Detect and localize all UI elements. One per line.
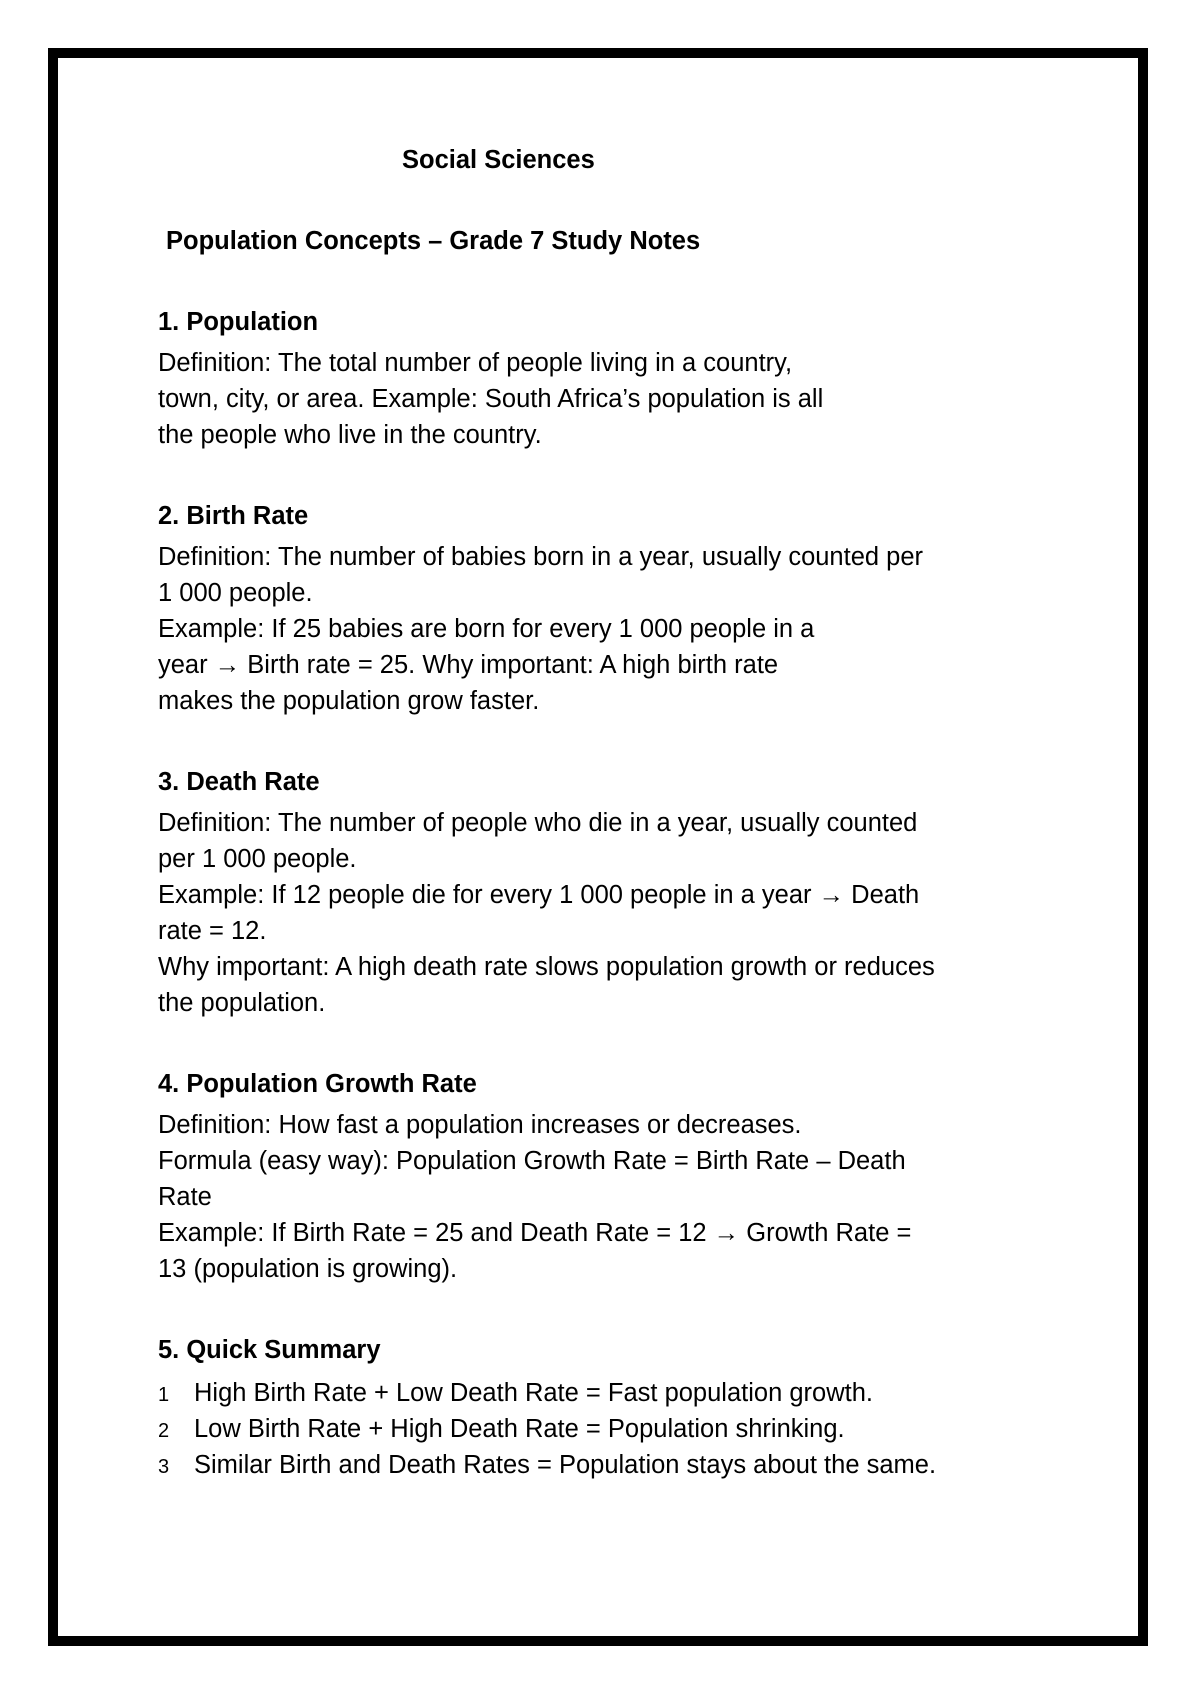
text-line: makes the population grow faster. xyxy=(158,687,540,715)
list-item-text: Low Birth Rate + High Death Rate = Population shrinking. xyxy=(194,1415,845,1443)
section-heading: 3. Death Rate xyxy=(158,768,320,796)
text-line: town, city, or area. Example: South Africa’s population is all xyxy=(158,385,824,413)
section-quick-summary xyxy=(158,1332,1038,1483)
text-line: Rate xyxy=(158,1183,212,1211)
text-line: Definition: The total number of people living in a country, xyxy=(158,349,793,377)
section-death-rate xyxy=(158,764,1038,1021)
section-population xyxy=(158,304,1038,453)
text-line: rate = 12. xyxy=(158,917,267,945)
text-line: per 1 000 people. xyxy=(158,845,357,873)
text-line: Example: If 25 babies are born for every 1 000 people in a xyxy=(158,615,815,643)
text-line: the people who live in the country. xyxy=(158,421,542,449)
section-growth-rate xyxy=(158,1066,1038,1287)
section-heading: 1. Population xyxy=(158,308,319,336)
subject-heading: Social Sciences xyxy=(402,146,595,174)
text-line: Definition: The number of babies born in a year, usually counted per xyxy=(158,543,923,571)
text-line: Example: If Birth Rate = 25 and Death Rate = 12 → Growth Rate = xyxy=(158,1219,912,1247)
text-line: Definition: The number of people who die in a year, usually counted xyxy=(158,809,918,837)
section-birth-rate xyxy=(158,498,1038,719)
list-number: 3 xyxy=(158,1456,170,1478)
list-number: 2 xyxy=(158,1420,170,1442)
text-line: 13 (population is growing). xyxy=(158,1255,458,1283)
list-item xyxy=(158,1411,1038,1447)
text-line: Definition: How fast a population increases or decreases. xyxy=(158,1111,802,1139)
text-line: 1 000 people. xyxy=(158,579,313,607)
text-line: the population. xyxy=(158,989,326,1017)
section-heading: 4. Population Growth Rate xyxy=(158,1070,477,1098)
list-item-text: High Birth Rate + Low Death Rate = Fast population growth. xyxy=(194,1379,873,1407)
section-heading: 2. Birth Rate xyxy=(158,502,309,530)
text-line: Why important: A high death rate slows population growth or reduces xyxy=(158,953,935,981)
summary-list xyxy=(158,1375,1038,1483)
text-line: Formula (easy way): Population Growth Rate = Birth Rate – Death xyxy=(158,1147,906,1175)
list-item xyxy=(158,1375,1038,1411)
list-number: 1 xyxy=(158,1384,170,1406)
text-line: Example: If 12 people die for every 1 000 people in a year → Death xyxy=(158,881,920,909)
document-title: Population Concepts – Grade 7 Study Notes xyxy=(166,227,701,255)
list-item-text: Similar Birth and Death Rates = Population stays about the same. xyxy=(194,1451,937,1479)
text-line: year → Birth rate = 25. Why important: A high birth rate xyxy=(158,651,779,679)
document-body xyxy=(158,142,1038,1483)
section-heading: 5. Quick Summary xyxy=(158,1336,381,1364)
list-item xyxy=(158,1447,1038,1483)
